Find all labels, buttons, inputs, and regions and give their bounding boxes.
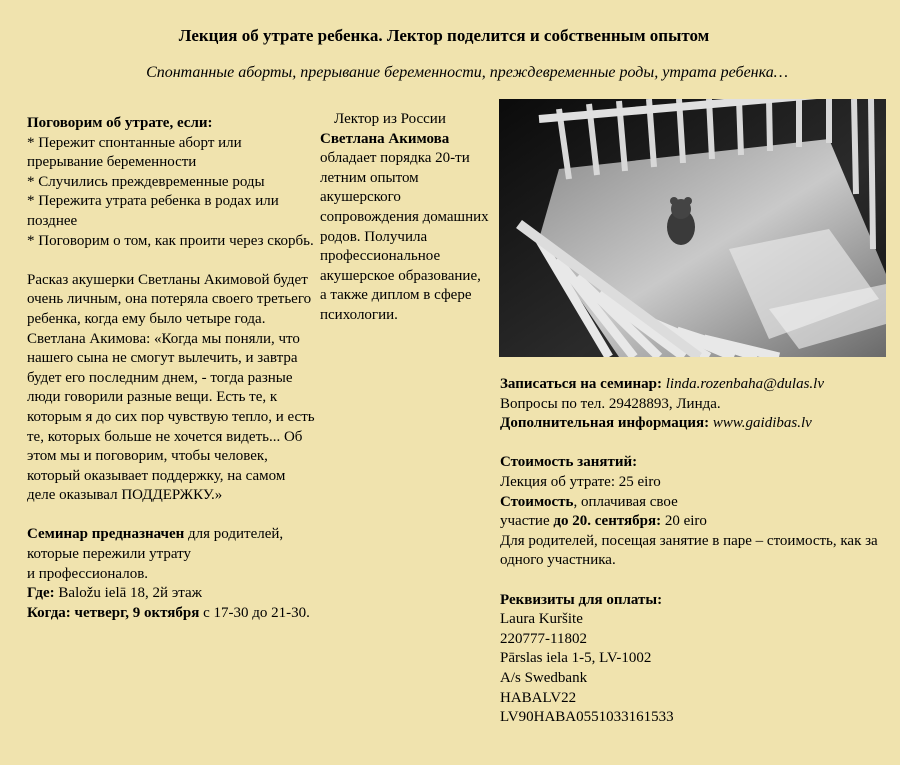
audience-text-2: и профессионалов. (27, 565, 149, 582)
topic-item: * Пережит спонтанные аборт или прерывание беременности (27, 134, 242, 171)
audience-text: Семинар предназначен для родителей, которые пережили утрату (27, 526, 284, 563)
payment-line: LV90HABA0551033161533 (500, 709, 674, 726)
cost-line: Лекция об утрате: 25 eiro (500, 473, 661, 490)
payment-line: Pārslas iela 1-5, LV-1002 (500, 650, 652, 667)
right-column (500, 375, 895, 728)
payment-heading: Реквизиты для оплаты: (500, 591, 663, 608)
quote-text: Светлана Акимова: «Когда мы поняли, что нашего сына не смогут вылечить, и завтра будет его последним днем, - тогда разные люди говорили разные вещи. Есть те, к которым я до сих пор чувствую тепло, и есть те, которых больше не хочется видеть... Об этом мы и поговорим, чтобы человек, который оказывает поддержку, на самом деле оказывал ПОДДЕРЖКУ.» (27, 330, 315, 504)
date-time: Когда: четверг, 9 октября с 17-30 до 21-30. (27, 604, 310, 621)
early-cost-line: Стоимость, оплачивая свое (500, 493, 678, 510)
topic-item: * Поговорим о том, как проити через скорбь. (27, 232, 314, 249)
early-cost-line-2: участие до 20. сентября: 20 eiro (500, 513, 707, 530)
lecturer-name: Светлана Акимова (320, 130, 450, 147)
signup-line: Записаться на семинар: linda.rozenbaha@dulas.lv (500, 376, 825, 392)
info-site-link[interactable]: www.gaidibas.lv (712, 415, 812, 432)
topics-heading: Поговорим об утрате, если: (27, 115, 213, 131)
topic-item: * Пережита утрата ребенка в родах или позднее (27, 193, 279, 229)
lecturer-column (320, 110, 490, 326)
info-line: Дополнительная информация: www.gaidibas.lv (500, 415, 812, 432)
parents-note: Для родителей, посещая занятие в паре – стоимость, как за одного участника. (500, 532, 878, 569)
topic-item: * Случились преждевременные роды (27, 173, 265, 190)
story-intro: Расказ акушерки Светланы Акимовой будет очень личным, она потеряла своего третьего ребенка, когда ему было четыре года. (27, 271, 312, 327)
payment-line: A/s Swedbank (500, 669, 588, 686)
page-title: Лекция об утрате ребенка. Лектор поделится и собственным опытом (178, 26, 710, 45)
cost-heading: Стоимость занятий: (500, 454, 638, 471)
crib-illustration (499, 99, 886, 357)
signup-email-link[interactable]: linda.rozenbaha@dulas.lv (665, 376, 825, 392)
lecturer-bio: обладает порядка 20-ти летним опытом акушерского сопровождения домашних родов. Получила профессиональное акушерское образование, а также диплом в сфере психологии. (320, 150, 489, 323)
left-column (27, 114, 317, 623)
crib-photo (499, 99, 886, 357)
questions-line: Вопросы по тел. 29428893, Линда. (500, 395, 721, 412)
lecturer-origin: Лектор из России (334, 111, 446, 127)
location: Где: Baložu ielā 18, 2й этаж (27, 585, 203, 602)
payment-line: 220777-11802 (500, 630, 587, 647)
payment-line: Laura Kuršite (500, 611, 583, 628)
page-subtitle: Спонтанные аборты, прерывание беременности, преждевременные роды, утрата ребенка… (146, 64, 788, 81)
payment-line: HABALV22 (500, 689, 577, 706)
